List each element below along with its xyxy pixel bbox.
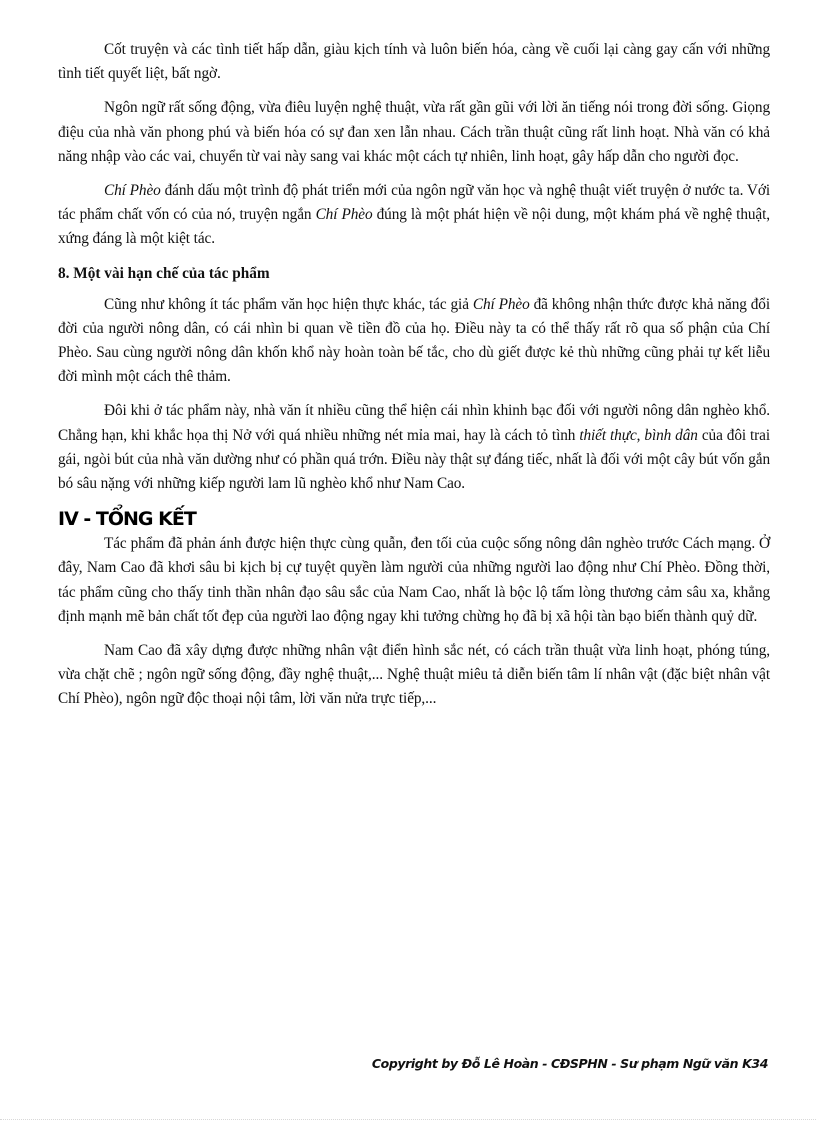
emphasis-term: thiết thực [579, 426, 637, 444]
paragraph-limitation-1: Cũng như không ít tác phẩm văn học hiện thực khác, tác giả Chí Phèo đã không nhận thức được khả năng đổi đời của người nông dân, có cái nhìn bi quan về tiền đồ của họ. Điều này ta có thể thấy rất rõ qua số phận của Chí Phèo. Sau cùng người nông dân khốn khổ này hoàn toàn bế tắc, cho dù giết được kẻ thù những cũng phải tự kết liễu đời mình một cách thê thảm. [58, 295, 770, 386]
paragraph-masterpiece: Chí Phèo đánh dấu một trình độ phát triển mới của ngôn ngữ văn học và nghệ thuật viết truyện ở nước ta. Với tác phẩm chất vốn có của nó, truyện ngắn Chí Phèo đúng là một phát hiện về nội dung, một khám phá về nghệ thuật, xứng đáng là một kiệt tác. [58, 182, 770, 248]
work-title: Chí Phèo [472, 295, 530, 313]
emphasis-term: bình dân [644, 426, 698, 444]
work-title: Chí Phèo [315, 206, 373, 224]
paragraph-conclusion-1: Tác phẩm đã phản ánh được hiện thực cùng quẫn, đen tối của cuộc sống nông dân nghèo trước Cách mạng. Ở đây, Nam Cao đã khơi sâu bi kịch bị cự tuyệt quyền làm người của những người lao động như Chí Phèo. Đồng thời, tác phẩm cũng cho thấy tinh thần nhân đạo sâu sắc của Nam Cao, nhất là bộc lộ tấm lòng thương cảm sâu xa, khẳng định mạnh mẽ bản chất tốt đẹp của người lao động ngay khi tưởng chừng họ đã bị xã hội tàn bạo biến thành quỷ dữ. [58, 535, 770, 625]
page-bottom-border [0, 1119, 816, 1120]
paragraph-conclusion-2: Nam Cao đã xây dựng được những nhân vật điển hình sắc nét, có cách trần thuật vừa linh hoạt, phóng túng, vừa chặt chẽ ; ngôn ngữ sống động, đầy nghệ thuật,... Nghệ thuật miêu tả diễn biến tâm lí nhân vật (đặc biệt nhân vật Chí Phèo), ngôn ngữ độc thoại nội tâm, lời văn nửa trực tiếp,... [58, 642, 770, 708]
section-heading-limitations: 8. Một vài hạn chế của tác phẩm [58, 264, 270, 282]
paragraph-plot: Cốt truyện và các tình tiết hấp dẫn, giàu kịch tính và luôn biến hóa, càng về cuối lại càng gay cấn với những tình tiết quyết liệt, bất ngờ. [58, 41, 770, 83]
document-page [58, 38, 770, 722]
work-title: Chí Phèo [104, 182, 161, 200]
paragraph-language: Ngôn ngữ rất sống động, vừa điêu luyện nghệ thuật, vừa rất gần gũi với lời ăn tiếng nói trong đời sống. Giọng điệu của nhà văn phong phú và biến hóa có sự đan xen lẫn nhau. Cách trần thuật cũng rất linh hoạt. Nhà văn có khả năng nhập vào các vai, chuyển từ vai này sang vai khác một cách tự nhiên, linh hoạt, gây hấp dẫn cho người đọc. [58, 99, 770, 165]
conclusion-heading: IV - TỔNG KẾT [58, 508, 196, 531]
copyright-footer: Copyright by Đỗ Lê Hoàn - CĐSPHN - Sư phạm Ngữ văn K34 [371, 1056, 768, 1071]
paragraph-limitation-2: Đôi khi ở tác phẩm này, nhà văn ít nhiều cũng thể hiện cái nhìn khinh bạc đối với người nông dân nghèo khổ. Chẳng hạn, khi khắc họa thị Nở với quá nhiều những nét mỉa mai, hay là cách tỏ tình thiết thực, bình dân của đôi trai gái, ngòi bút của nhà văn dường như có phần quá trớn. Điều này thật sự đáng tiếc, nhất là đối với một cây bút vốn gắn bó sâu nặng với những kiếp người lam lũ nghèo khổ như Nam Cao. [58, 402, 771, 493]
